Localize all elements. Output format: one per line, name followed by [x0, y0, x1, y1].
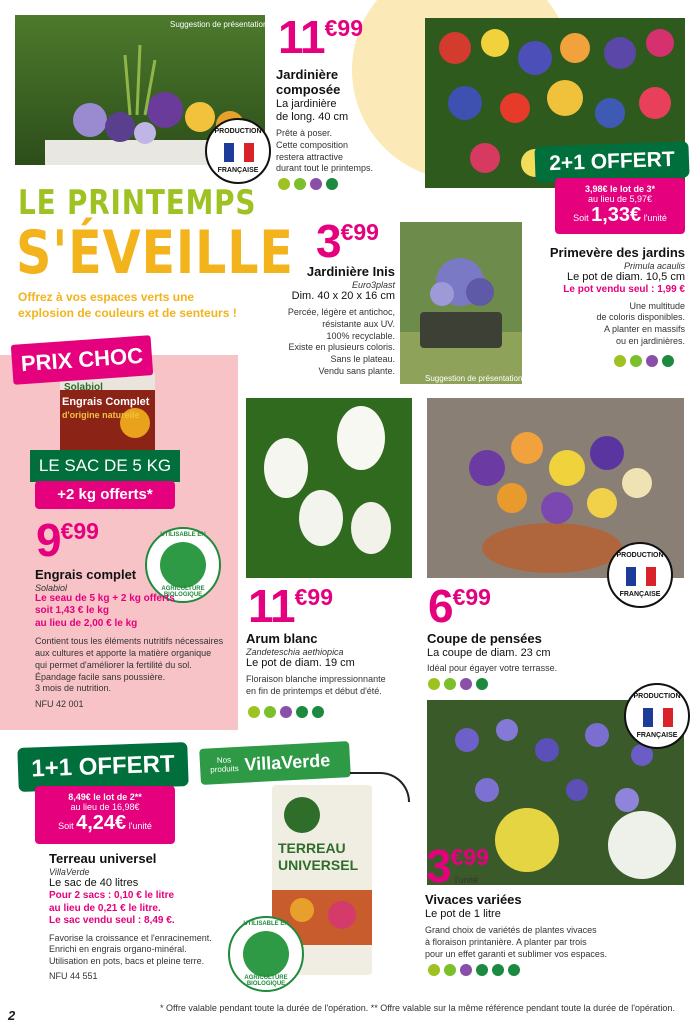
jardiniere-inis-price: 3€99 — [316, 215, 379, 267]
product-red: au lieu de 0,21 € le litre. — [49, 902, 161, 914]
badge-text: PRODUCTION — [616, 552, 664, 559]
villaverde-banner — [199, 741, 351, 785]
product-desc: Grand choix de variétés de plantes vivaces — [425, 925, 597, 936]
footnote: * Offre valable pendant toute la durée de l'opération. ** Offre valable sur la même référence pendant toute la durée de l'opération. — [160, 1003, 675, 1013]
product-desc: Une multitude — [629, 300, 685, 311]
product-title: Jardinière Inis — [306, 264, 395, 279]
product-title: Arum blanc — [246, 631, 318, 646]
flower-color-icon — [460, 964, 472, 976]
product-red: soit 1,43 € le kg — [35, 605, 109, 617]
arum-photo — [246, 398, 412, 578]
bucket-title: Engrais Complet — [62, 396, 150, 408]
headline-line-1: LE PRINTEMPS — [18, 183, 257, 223]
unit-price: 1,33€ — [591, 204, 642, 226]
french-flag-icon — [643, 708, 673, 727]
product-line: de long. 40 cm — [276, 111, 349, 124]
care-icons — [428, 964, 520, 976]
product-desc: Cette composition — [276, 139, 349, 150]
bucket-brand: Solabiol — [64, 382, 103, 393]
badge-text: FRANÇAISE — [636, 732, 678, 739]
care-icons — [248, 706, 324, 718]
sun-icon — [278, 178, 290, 190]
headline-tagline: Offrez à vos espaces verts une explosion de couleurs et de senteurs ! — [18, 290, 237, 320]
villaverde-produits: produits — [210, 763, 239, 775]
product-desc: durant tout le printemps. — [276, 163, 374, 174]
product-latin: Primula acaulis — [623, 260, 685, 271]
vivaces-info — [425, 893, 687, 960]
water-icon — [508, 964, 520, 976]
bag-text-1: TERREAU — [278, 840, 346, 856]
product-desc: aux cultures et apporte la matière organique — [35, 648, 212, 659]
water-icon — [312, 706, 324, 718]
flower-color-icon — [460, 678, 472, 690]
badge-text: UTILISABLE EN — [160, 532, 206, 538]
product-desc: 100% recyclable. — [326, 330, 395, 341]
product-line: Le pot de diam. 10,5 cm — [566, 270, 685, 283]
product-red: Pour 2 sacs : 0,10 € le litre — [49, 890, 175, 902]
engrais-sac-banner: LE SAC DE 5 KG — [30, 450, 180, 482]
badge-text: PRODUCTION — [633, 693, 681, 700]
product-desc: pour un effet garanti et sublimer vos espaces. — [425, 948, 607, 959]
product-title: Jardinière composée — [276, 67, 341, 97]
unit-label: l'unité — [128, 821, 152, 831]
unit-price: 4,24€ — [76, 812, 127, 834]
product-red: Le sac vendu seul : 8,49 €. — [49, 915, 175, 927]
product-desc: Favorise la croissance et l'enracinement. — [49, 932, 212, 943]
product-title: Vivaces variées — [425, 892, 522, 907]
badge-text: AGRICULTURE BIOLOGIQUE — [161, 586, 205, 598]
water-icon — [476, 678, 488, 690]
product-desc: Sans le plateau. — [330, 353, 395, 364]
sun-icon — [614, 355, 626, 367]
water-icon — [492, 964, 504, 976]
vivaces-price: 3€99 — [426, 840, 489, 892]
production-francaise-badge — [205, 118, 271, 184]
badge-text: UTILISABLE EN — [243, 921, 289, 927]
jardiniere-composee-price: 11€99 — [278, 11, 364, 63]
product-desc: ou en jardinières. — [615, 335, 685, 346]
badge-text: FRANÇAISE — [619, 591, 661, 598]
production-francaise-badge — [624, 683, 690, 749]
arum-price: 11€99 — [248, 580, 334, 632]
sun-icon — [248, 706, 260, 718]
production-francaise-badge — [607, 542, 673, 608]
half-shade-icon — [630, 355, 642, 367]
product-desc: restera attractive — [276, 151, 344, 162]
jardiniere-inis-info — [270, 265, 395, 377]
prix-choc-banner: PRIX CHOC — [11, 335, 153, 385]
suggestion-caption: Suggestion de présentation — [170, 20, 268, 29]
product-red: au lieu de 2,00 € le kg — [35, 617, 138, 629]
jardiniere-composee-info — [276, 68, 386, 175]
product-line: Le pot de 1 litre — [425, 907, 501, 920]
product-line: Le sac de 40 litres — [49, 876, 139, 889]
half-shade-icon — [444, 964, 456, 976]
jardiniere-inis-photo — [400, 222, 522, 384]
product-desc: Idéal pour égayer votre terrasse. — [427, 663, 558, 674]
product-desc: résistante aux UV. — [322, 318, 395, 329]
leaf-icon — [243, 931, 289, 977]
product-desc: Floraison blanche impressionnante — [246, 674, 386, 685]
bucket-subtitle: d'origine naturelle — [62, 410, 140, 420]
flower-color-icon — [310, 178, 322, 190]
soit-label: Soit — [573, 213, 589, 223]
water-icon — [296, 706, 308, 718]
product-desc: en fin de printemps et début d'été. — [246, 685, 382, 696]
engrais-info — [35, 568, 235, 711]
unit-label: l'unité — [643, 213, 667, 223]
product-desc: qui permet d'améliorer la fertilité du sol. — [35, 659, 192, 670]
half-shade-icon — [264, 706, 276, 718]
product-red: Le seau de 5 kg + 2 kg offerts — [35, 592, 175, 604]
flower-color-icon — [280, 706, 292, 718]
product-desc: Prête à poser. — [276, 128, 333, 139]
care-icons — [278, 178, 338, 190]
engrais-offert-banner: +2 kg offerts* — [35, 481, 175, 509]
villaverde-logo: VillaVerde — [243, 749, 331, 775]
lot-price: 3,98€ le lot de 3* — [584, 184, 656, 194]
product-line: La jardinière — [276, 97, 337, 110]
product-desc: Utilisation en pots, bacs et pleine terre. — [49, 956, 205, 966]
page-number: 2 — [8, 1008, 16, 1023]
product-title: Coupe de pensées — [427, 631, 542, 646]
product-line: Le pot de diam. 19 cm — [246, 656, 355, 669]
product-brand: VillaVerde — [49, 866, 90, 877]
badge-text: PRODUCTION — [214, 128, 262, 135]
terreau-offer-badge: 1+1 OFFERT — [17, 742, 188, 792]
arum-info — [246, 632, 416, 698]
french-flag-icon — [224, 143, 254, 162]
product-red: Le pot vendu seul : 1,99 € — [563, 284, 685, 296]
headline-line-2: S'ÉVEILLE — [16, 218, 294, 288]
product-brand: Solabiol — [35, 582, 68, 593]
product-desc: Contient tous les éléments nutritifs nécessaires — [35, 636, 224, 647]
lot-was: au lieu de 16,98€ — [70, 802, 140, 812]
product-line: Dim. 40 x 20 x 16 cm — [291, 289, 395, 302]
product-desc: de coloris disponibles. — [596, 312, 685, 323]
product-desc: Existe en plusieurs coloris. — [288, 342, 395, 353]
care-icons — [614, 355, 674, 367]
product-title: Primevère des jardins — [549, 245, 685, 260]
product-line: La coupe de diam. 23 cm — [427, 646, 551, 659]
primevere-info — [520, 246, 685, 347]
badge-text: AGRICULTURE BIOLOGIQUE — [244, 975, 288, 987]
suggestion-caption: Suggestion de présentation — [425, 374, 523, 383]
product-latin: Zandeteschia aethiopica — [246, 646, 344, 657]
product-desc: à floraison printanière. A planter par trois — [425, 936, 587, 947]
water-icon — [476, 964, 488, 976]
water-icon — [662, 355, 674, 367]
terreau-info — [49, 852, 249, 982]
product-desc: Percée, légère et antichoc, — [287, 307, 395, 318]
bag-text-2: UNIVERSEL — [278, 857, 359, 873]
pensees-price: 6€99 — [428, 580, 491, 632]
lot-price: 8,49€ le lot de 2** — [68, 792, 142, 802]
terreau-lot-box — [35, 786, 175, 844]
pensees-info — [427, 632, 627, 675]
vivaces-unit: l'unité — [455, 875, 479, 885]
product-desc: 3 mois de nutrition. — [35, 683, 112, 694]
product-desc: Épandage facile sans poussière. — [35, 671, 166, 682]
primevere-offer-badge: 2+1 OFFERT — [534, 141, 689, 182]
product-desc: Vendu sans plante. — [318, 365, 395, 376]
lot-was: au lieu de 5,97€ — [587, 194, 653, 204]
water-icon — [326, 178, 338, 190]
french-flag-icon — [626, 567, 656, 586]
villaverde-nos: Nos — [216, 755, 232, 766]
product-brand: Euro3plast — [351, 279, 395, 290]
product-desc: A planter en massifs — [603, 324, 685, 334]
product-ref: NFU 44 551 — [49, 970, 98, 981]
primevere-lot-box — [555, 178, 685, 234]
engrais-price: 9€99 — [36, 514, 99, 566]
badge-text: FRANÇAISE — [217, 167, 259, 174]
half-shade-icon — [444, 678, 456, 690]
sun-icon — [428, 678, 440, 690]
product-title: Terreau universel — [49, 851, 157, 866]
product-title: Engrais complet — [35, 567, 137, 582]
flower-color-icon — [646, 355, 658, 367]
product-desc: Enrichi en engrais organo-minéral. — [49, 944, 187, 955]
soit-label: Soit — [58, 821, 74, 831]
sun-icon — [428, 964, 440, 976]
care-icons — [428, 678, 488, 690]
half-shade-icon — [294, 178, 306, 190]
product-ref: NFU 42 001 — [35, 698, 84, 709]
